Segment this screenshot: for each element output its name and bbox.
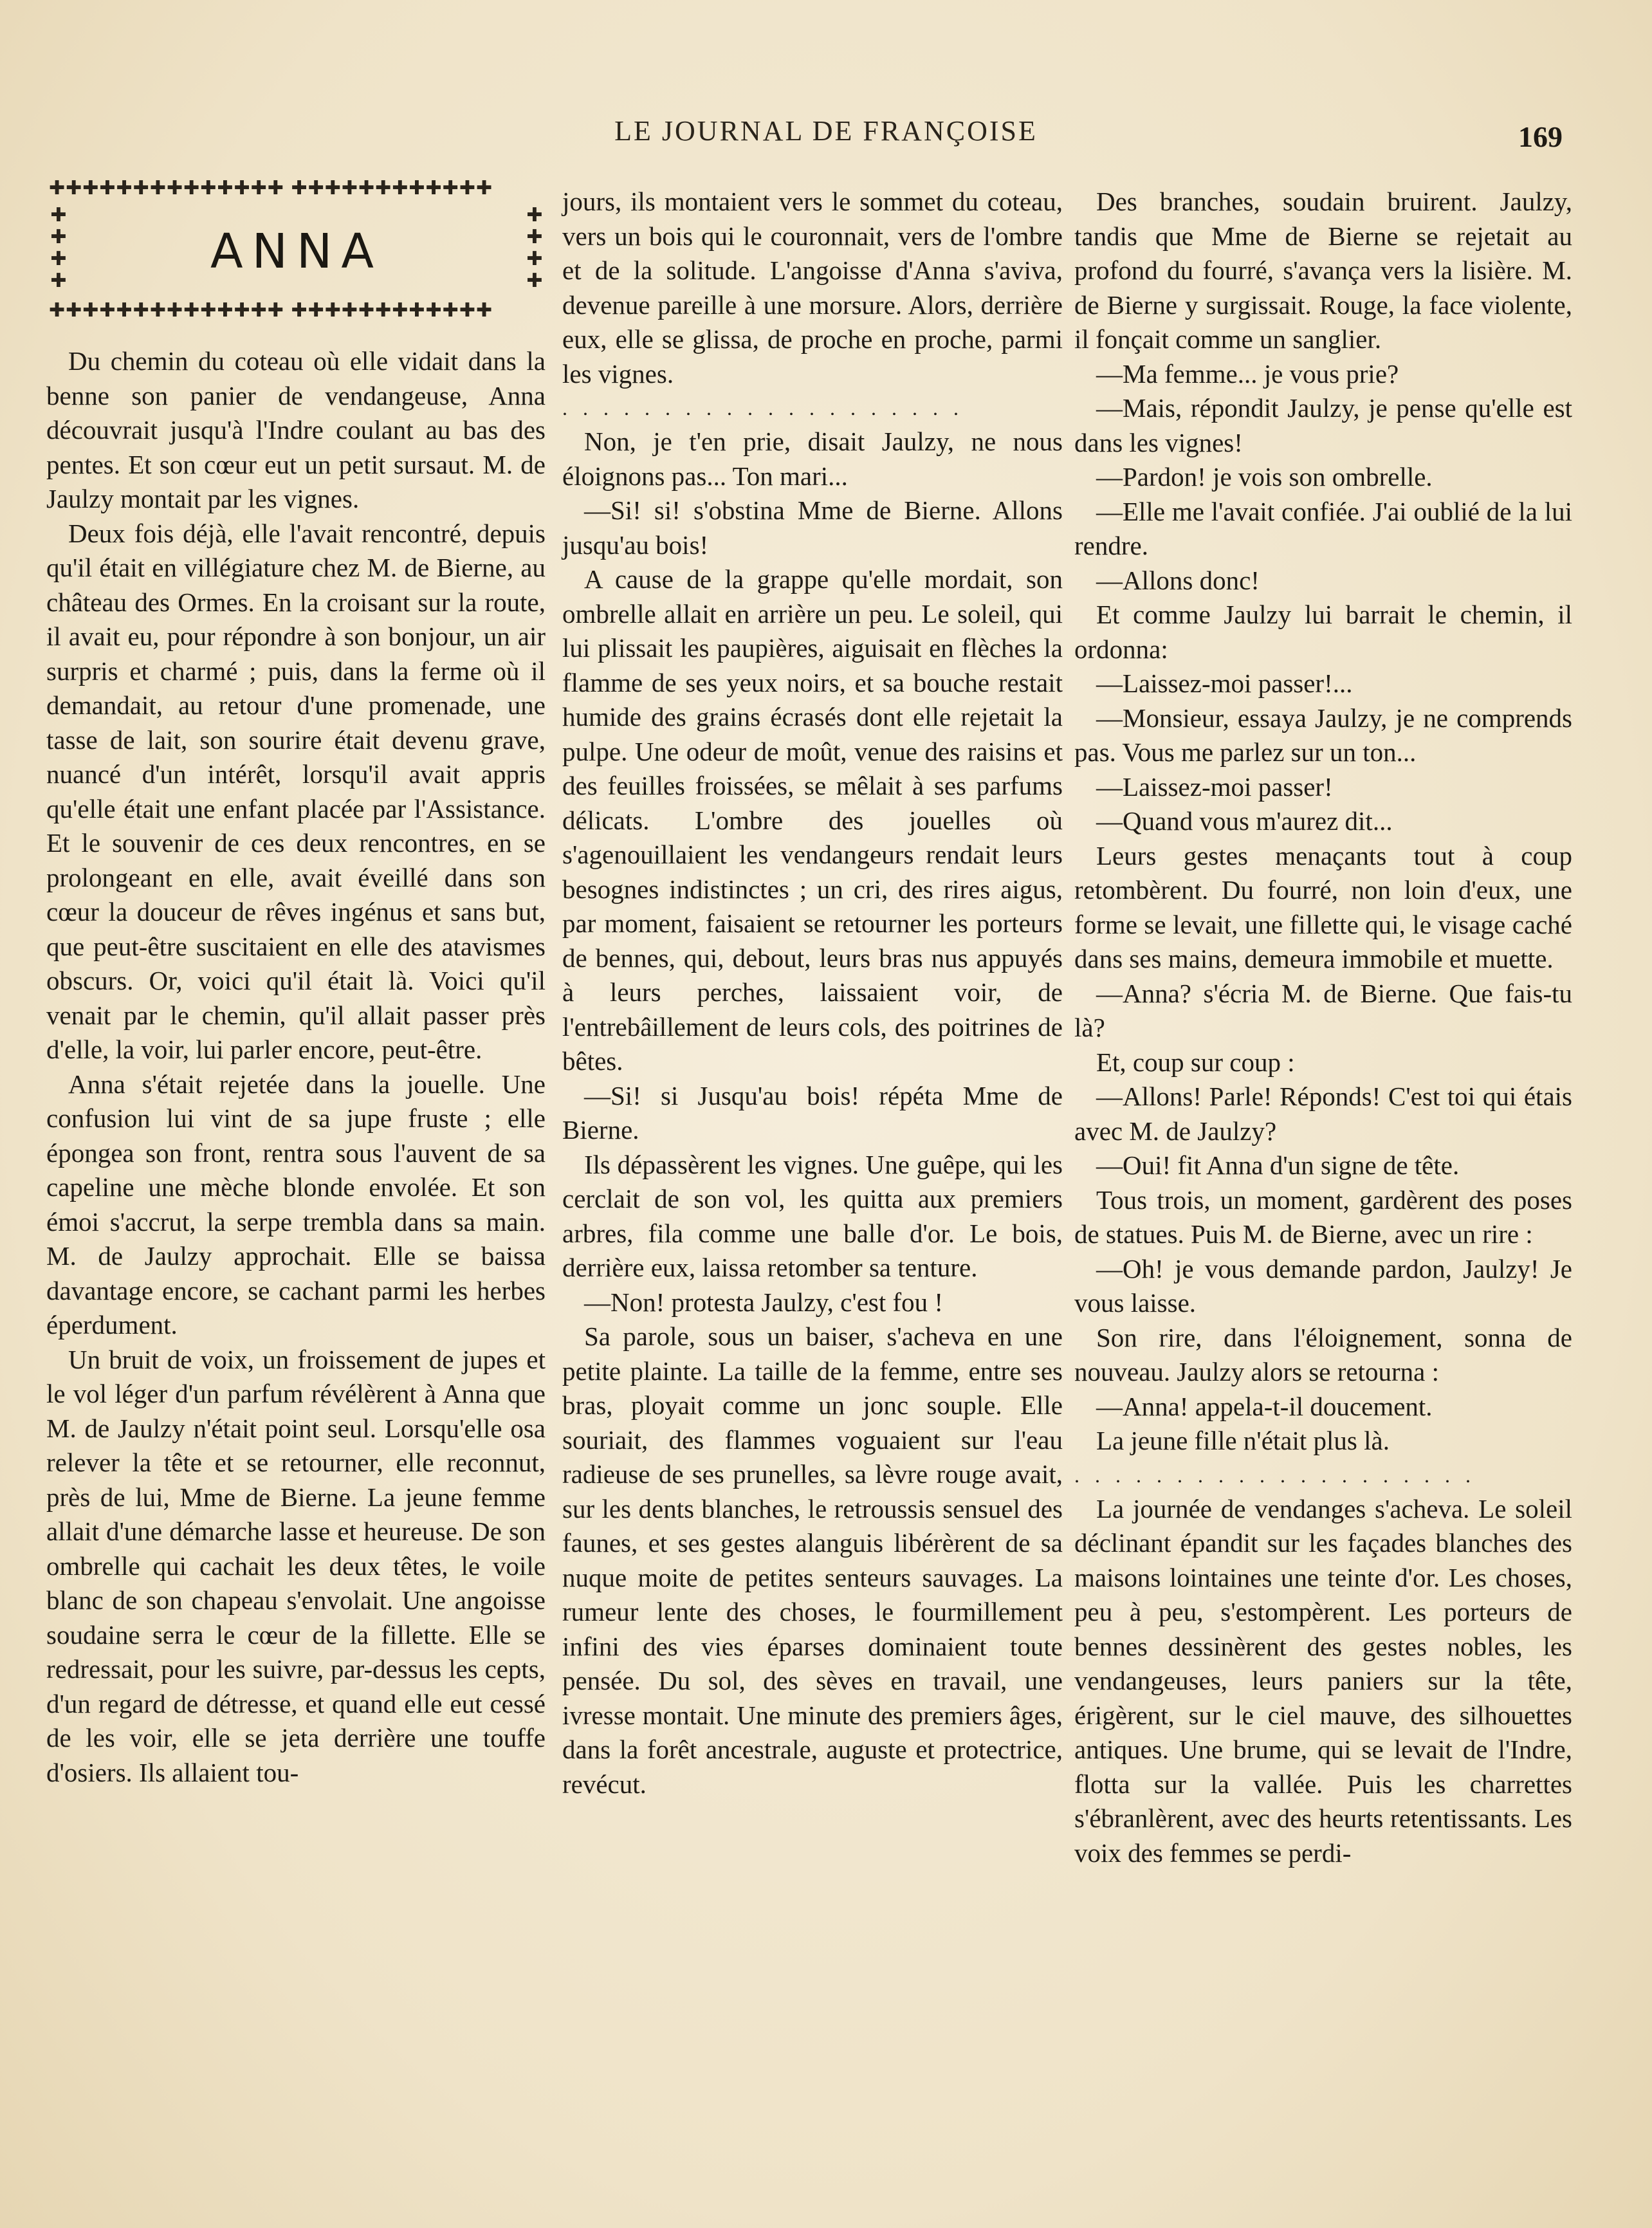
text-column-3 [1074, 185, 1572, 1870]
text-column-2 [562, 185, 1063, 1801]
paragraph: —Quand vous m'aurez dit... [1096, 806, 1393, 836]
paragraph: —Si! si! s'obstina Mme de Bierne. Allons jusqu'au bois! [562, 495, 1063, 560]
paragraph: Du chemin du coteau où elle vidait dans la benne son panier de vendangeuse, Anna découvrait jusqu'à l'Indre coulant au bas des pentes. Et son cœur eut un petit sursaut. M. de Jaulzy montait par les vignes. [46, 346, 546, 513]
paragraph: Ils dépassèrent les vignes. Une guêpe, qui les cerclait de son vol, les quitta aux premiers arbres, fila comme une balle d'or. Le bois, derrière eux, laissa retomber sa tenture. [562, 1149, 1063, 1282]
paragraph: —Non! protesta Jaulzy, c'est fou ! [584, 1287, 944, 1317]
paragraph: —Anna? s'écria M. de Bierne. Que fais-tu là? [1074, 978, 1572, 1042]
paragraph: La journée de vendanges s'acheva. Le soleil déclinant épandit sur les façades blanches des maisons lointaines une teinte d'or. Les choses, peu à peu, s'estompèrent. Les porteurs de bennes dessinèrent des gestes nobles, les vendangeuses, leurs paniers sur la tête, érigèrent, sur le ciel mauve, des silhouettes antiques. Une brume, qui se levait de l'Indre, flotta sur la vallée. Puis les charrettes s'ébranlèrent, avec des heurts retentissants. Les voix des femmes se perdi- [1074, 1493, 1572, 1868]
paragraph: —Si! si Jusqu'au bois! répéta Mme de Bierne. [562, 1080, 1063, 1145]
paragraph: —Laissez-moi passer! [1096, 771, 1333, 802]
paragraph: Des branches, soudain bruirent. Jaulzy, tandis que Mme de Bierne se rejetait au profond du fourré, s'avança vers la lisière. M. de Bierne y surgissait. Rouge, la face violente, il fonçait comme un sanglier. [1074, 187, 1572, 354]
paragraph: —Ma femme... je vous prie? [1096, 358, 1399, 389]
paragraph: Leurs gestes menaçants tout à coup retombèrent. Du fourré, non loin d'eux, une forme se levait, une fillette qui, le visage caché dans ses mains, demeura immobile et muette. [1074, 840, 1572, 973]
paragraph: —Laissez-moi passer!... [1096, 668, 1353, 698]
ornament-crosses-top: ✚✚✚✚✚✚✚✚✚✚✚✚✚✚ ✚✚✚✚✚✚✚✚✚✚✚✚ [49, 179, 493, 198]
page-number: 169 [1518, 120, 1563, 153]
paragraph: —Allons! Parle! Réponds! C'est toi qui étais avec M. de Jaulzy? [1074, 1082, 1572, 1146]
running-head: LE JOURNAL DE FRANÇOISE [614, 115, 1038, 147]
text-column-1 [46, 344, 546, 1790]
paragraph: Et, coup sur coup : [1096, 1047, 1295, 1077]
paragraph: La jeune fille n'était plus là. [1096, 1426, 1390, 1455]
title-ornament-box [49, 179, 544, 322]
paragraph: —Oh! je vous demande pardon, Jaulzy! Je vous laisse. [1074, 1253, 1572, 1318]
paragraph: —Pardon! je vois son ombrelle. [1096, 462, 1433, 492]
section-break-dots: . . . . . . . . . . . . . . . . . . . . [562, 396, 964, 419]
paragraph: Anna s'était rejetée dans la jouelle. Une confusion lui vint de sa jupe fruste ; elle épongea son front, rentra sous l'auvent de sa capeline une mèche blonde envolée. Et son émoi s'accrut, la serpe trembla dans sa main. M. de Jaulzy approchait. Elle se baissa davantage encore, se cachant parmi les herbes éperdument. [46, 1069, 546, 1340]
article-title: ANNA [210, 224, 383, 279]
paragraph: —Anna! appela-t-il doucement. [1096, 1391, 1433, 1421]
paragraph: —Monsieur, essaya Jaulzy, je ne comprends pas. Vous me parlez sur un ton... [1074, 703, 1572, 767]
paragraph: Deux fois déjà, elle l'avait rencontré, depuis qu'il était en villégiature chez M. de Bierne, au château des Ormes. En la croisant sur la route, il avait eu, pour répondre à son bonjour, un air surpris et charmé ; puis, dans la ferme où il demandait, au retour d'une promenade, une tasse de lait, son sourire était devenu grave, nuancé d'un intérêt, lorsqu'il avait appris qu'elle était une enfant placée par l'Assistance. Et le souvenir de ces deux rencontres, en se prolongeant en elle, avait éveillé dans son cœur la douceur de rêves ingénus et sans but, que peut-être suscitaient en elle des atavismes obscurs. Or, voici qu'il était là. Voici qu'il venait par le chemin, qu'il allait passer près d'elle, la voir, lui parler encore, peut-être. [46, 518, 546, 1064]
ornament-crosses-bottom: ✚✚✚✚✚✚✚✚✚✚✚✚✚✚ ✚✚✚✚✚✚✚✚✚✚✚✚ [49, 301, 493, 320]
ornament-crosses-right: ✚ ✚ ✚ ✚ [526, 204, 543, 292]
paragraph: Tous trois, un moment, gardèrent des poses de statues. Puis M. de Bierne, avec un rire : [1074, 1184, 1572, 1249]
paragraph: Sa parole, sous un baiser, s'acheva en une petite plainte. La taille de la femme, entre ses bras, ployait comme un jonc souple. Elle souriait, des flammes voguaient sur l'eau radieuse de ses prunelles, sa lèvre rouge avait, sur les dents blanches, le retroussis sensuel des faunes, et ses gestes alanguis libérèrent de sa nuque moite de petites senteurs sauvages. La rumeur lente des choses, le fourmillement infini des vies éparses dominaient toute pensée. Du sol, des sèves en travail, une ivresse montait. Une minute des premiers âges, dans la forêt ancestrale, auguste et protectrice, revécut. [562, 1321, 1063, 1799]
paragraph: —Oui! fit Anna d'un signe de tête. [1096, 1150, 1460, 1180]
paragraph: jours, ils montaient vers le sommet du coteau, vers un bois qui le couronnait, vers de l'ombre et de la solitude. L'angoisse d'Anna s'aviva, devenue pareille à une morsure. Alors, derrière eux, elle se glissa, de proche en proche, parmi les vignes. [562, 187, 1063, 389]
paragraph: —Allons donc! [1096, 565, 1260, 595]
section-break-dots: . . . . . . . . . . . . . . . . . . . . [1074, 1463, 1476, 1487]
paragraph: Et comme Jaulzy lui barrait le chemin, il ordonna: [1074, 600, 1572, 664]
paragraph: —Elle me l'avait confiée. J'ai oublié de la lui rendre. [1074, 496, 1572, 560]
paragraph: Non, je t'en prie, disait Jaulzy, ne nous éloignons pas... Ton mari... [562, 427, 1063, 491]
ornament-crosses-left: ✚ ✚ ✚ ✚ [50, 204, 67, 292]
paragraph: A cause de la grappe qu'elle mordait, son ombrelle allait en arrière un peu. Le soleil, qui lui plissait les paupières, aiguisait en flèches la flamme de ses yeux noirs, et sa bouche restait humide des grains écrasés dont elle rejetait la pulpe. Une odeur de moût, venue des raisins et des feuilles froissées, se mêlait à ses parfums délicats. L'ombre des jouelles où s'agenouillaient les vendangeurs rendait leurs besognes indistinctes ; un cri, des rires aigus, par moment, faisaient se retourner les porteurs de bennes, qui, debout, leurs bras nus appuyés à leurs perches, laissaient voir, de l'entrebâillement de leurs cols, des poitrines de bêtes. [562, 564, 1063, 1076]
paragraph: —Mais, répondit Jaulzy, je pense qu'elle est dans les vignes! [1074, 393, 1572, 457]
paragraph: Son rire, dans l'éloignement, sonna de nouveau. Jaulzy alors se retourna : [1074, 1322, 1572, 1386]
paragraph: Un bruit de voix, un froissement de jupes et le vol léger d'un parfum révélèrent à Anna que M. de Jaulzy n'était point seul. Lorsqu'elle osa relever la tête et se retourner, elle reconnut, près de lui, Mme de Bierne. La jeune femme allait d'une démarche lasse et heureuse. De son ombrelle qui cachait les deux têtes, le voile blanc de son chapeau s'envolait. Une angoisse soudaine serra le cœur de la fillette. Elle se redressait, pour les suivre, par-dessus les cepts, d'un regard de détresse, et quand elle eut cessé de les voir, elle se jeta derrière une touffe d'osiers. Ils allaient tou- [46, 1344, 546, 1787]
